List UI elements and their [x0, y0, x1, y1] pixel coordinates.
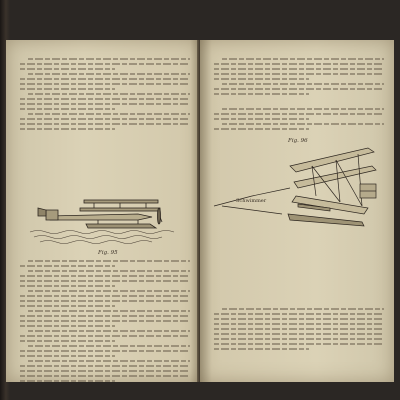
unreadable-line	[20, 325, 115, 327]
unreadable-line	[28, 360, 190, 362]
right-mid-text	[214, 108, 384, 133]
unreadable-line	[214, 93, 309, 95]
unreadable-line	[20, 315, 190, 317]
unreadable-line	[28, 330, 190, 332]
unreadable-line	[20, 123, 190, 125]
unreadable-line	[20, 380, 115, 382]
unreadable-line	[20, 355, 115, 357]
unreadable-line	[214, 78, 309, 80]
unreadable-line	[20, 340, 115, 342]
tail-unit	[360, 184, 376, 198]
unreadable-line	[28, 270, 190, 272]
unreadable-line	[20, 335, 190, 337]
unreadable-line	[20, 320, 190, 322]
unreadable-line	[222, 108, 384, 110]
unreadable-line	[20, 103, 190, 105]
unreadable-line	[214, 323, 384, 325]
unreadable-line	[28, 345, 190, 347]
unreadable-line	[20, 365, 190, 367]
towing-diagram-illustration	[212, 144, 388, 236]
unreadable-line	[20, 285, 115, 287]
paragraph	[20, 290, 190, 307]
paragraph	[20, 113, 190, 130]
unreadable-line	[20, 78, 190, 80]
water-surface	[30, 231, 174, 244]
paragraph	[214, 58, 384, 80]
unreadable-line	[20, 63, 190, 65]
unreadable-line	[20, 108, 115, 110]
right-page	[200, 40, 394, 382]
unreadable-line	[28, 290, 190, 292]
diagram-label-float: Schwimmer	[236, 198, 267, 204]
section-heading	[214, 101, 384, 108]
right-top-text	[214, 58, 384, 98]
unreadable-line	[214, 63, 384, 65]
paragraph	[214, 123, 384, 130]
left-top-text	[20, 58, 190, 133]
paragraph	[20, 93, 190, 110]
unreadable-line	[214, 338, 384, 340]
unreadable-line	[20, 98, 190, 100]
unreadable-line	[214, 68, 384, 70]
unreadable-line	[20, 68, 115, 70]
unreadable-line	[214, 348, 309, 350]
seaplane-illustration	[28, 186, 178, 248]
unreadable-line	[20, 88, 115, 90]
left-bottom-text	[20, 260, 190, 382]
unreadable-line	[28, 73, 190, 75]
unreadable-line	[20, 275, 190, 277]
unreadable-line	[20, 300, 190, 302]
unreadable-line	[214, 318, 384, 320]
figure-caption-left: Fig. 95	[98, 250, 118, 256]
unreadable-line	[214, 128, 309, 130]
unreadable-line	[20, 128, 115, 130]
paragraph	[214, 108, 384, 120]
right-bottom-text	[214, 308, 384, 353]
unreadable-line	[214, 313, 384, 315]
paragraph	[20, 260, 190, 267]
unreadable-line	[214, 118, 309, 120]
unreadable-line	[20, 295, 190, 297]
unreadable-line	[28, 113, 190, 115]
unreadable-line	[214, 328, 384, 330]
unreadable-line	[28, 93, 190, 95]
unreadable-line	[20, 280, 190, 282]
paragraph	[214, 308, 384, 350]
paragraph	[20, 330, 190, 342]
unreadable-line	[20, 370, 190, 372]
unreadable-line	[222, 308, 384, 310]
unreadable-line	[222, 123, 384, 125]
unreadable-line	[28, 58, 190, 60]
paragraph	[20, 310, 190, 327]
unreadable-line	[20, 83, 190, 85]
seaplane	[38, 200, 162, 228]
biplane-wings	[290, 148, 376, 214]
left-page	[6, 40, 200, 382]
paragraph	[20, 270, 190, 287]
paragraph	[20, 58, 190, 70]
paragraph	[20, 345, 190, 357]
unreadable-line	[28, 310, 190, 312]
unreadable-line	[20, 305, 115, 307]
unreadable-line	[214, 73, 384, 75]
unreadable-line	[214, 343, 384, 345]
unreadable-line	[20, 118, 190, 120]
paragraph	[214, 83, 384, 95]
unreadable-line	[214, 88, 384, 90]
unreadable-line	[222, 83, 384, 85]
unreadable-line	[20, 375, 190, 377]
unreadable-line	[214, 333, 384, 335]
unreadable-line	[20, 350, 190, 352]
unreadable-line	[214, 113, 384, 115]
paragraph	[20, 73, 190, 90]
figure-caption-right: Fig. 96	[288, 138, 308, 144]
paragraph	[20, 360, 190, 382]
unreadable-line	[20, 265, 115, 267]
unreadable-line	[28, 260, 190, 262]
unreadable-line	[222, 58, 384, 60]
